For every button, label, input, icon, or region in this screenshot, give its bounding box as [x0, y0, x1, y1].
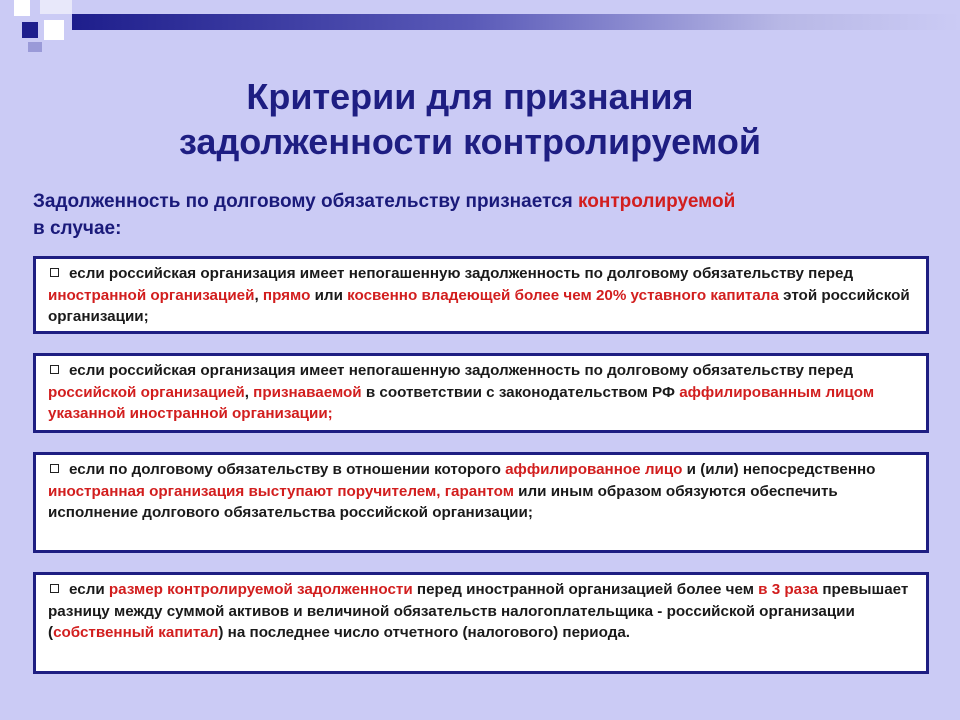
body-text: , — [244, 383, 254, 401]
body-text: или — [310, 286, 348, 304]
criterion-text — [48, 360, 916, 425]
body-text: в соответствии с законодательством РФ — [361, 383, 680, 401]
body-text: если российская организация имеет непогашенную задолженность по долговому обязательству перед — [69, 362, 854, 379]
decor-square — [22, 22, 38, 38]
highlight-text: иностранная организация выступают поручителем, гарантом — [48, 482, 514, 500]
criterion-box-2 — [33, 353, 929, 433]
checkbox-bullet-icon — [50, 268, 59, 277]
decor-square — [28, 42, 42, 52]
checkbox-bullet-icon — [50, 365, 59, 374]
highlight-text: собственный капитал — [53, 624, 219, 641]
body-text: , — [254, 286, 263, 304]
intro-text — [33, 188, 933, 242]
criterion-box-4 — [33, 572, 929, 674]
criterion-text — [48, 263, 916, 328]
intro-before: Задолженность по долговому обязательству признается — [33, 191, 579, 212]
criterion-box-1 — [33, 256, 929, 334]
highlight-text: размер контролируемой задолженности — [108, 581, 413, 598]
decor-square — [44, 20, 64, 40]
title-line-2: задолженности контролируемой — [179, 121, 761, 162]
body-text: превышает разницу между суммой активов и величиной обязательств налогоплательщика - российской организации ( — [48, 581, 909, 641]
highlight-text: признаваемой — [253, 383, 362, 401]
intro-highlight: контролируемой — [578, 191, 736, 212]
highlight-text: косвенно владеющей более чем 20% уставного капитала — [347, 286, 779, 304]
slide-title — [0, 74, 940, 164]
body-text: этой российской организации; — [48, 286, 910, 325]
body-text: если российская организация имеет непогашенную задолженность по долговому обязательству перед — [69, 265, 854, 282]
body-text: или иным образом обязуются обеспечить исполнение долгового обязательства российской организации; — [48, 482, 838, 521]
header-gradient-bar — [72, 14, 960, 30]
body-text: ) на последнее число отчетного (налогового) периода. — [218, 624, 631, 641]
criterion-text — [48, 579, 916, 644]
highlight-text: аффилированным лицом указанной иностранной организации; — [48, 383, 875, 422]
checkbox-bullet-icon — [50, 464, 59, 473]
decor-square — [14, 0, 30, 16]
body-text: если по долговому обязательству в отношении которого — [69, 461, 506, 478]
criterion-text — [48, 459, 916, 524]
decor-square — [40, 0, 72, 14]
highlight-text: аффилированное лицо — [505, 461, 683, 478]
highlight-text: прямо — [262, 286, 311, 304]
body-text: если — [69, 581, 109, 598]
checkbox-bullet-icon — [50, 584, 59, 593]
body-text: и (или) непосредственно — [682, 461, 876, 478]
highlight-text: российской организацией — [48, 383, 245, 401]
highlight-text: в 3 раза — [758, 581, 819, 598]
intro-after: в случае: — [33, 218, 122, 239]
body-text: перед иностранной организацией более чем — [412, 581, 759, 598]
highlight-text: иностранной организацией — [48, 286, 255, 304]
criterion-box-3 — [33, 452, 929, 553]
title-line-1: Критерии для признания — [246, 76, 694, 117]
